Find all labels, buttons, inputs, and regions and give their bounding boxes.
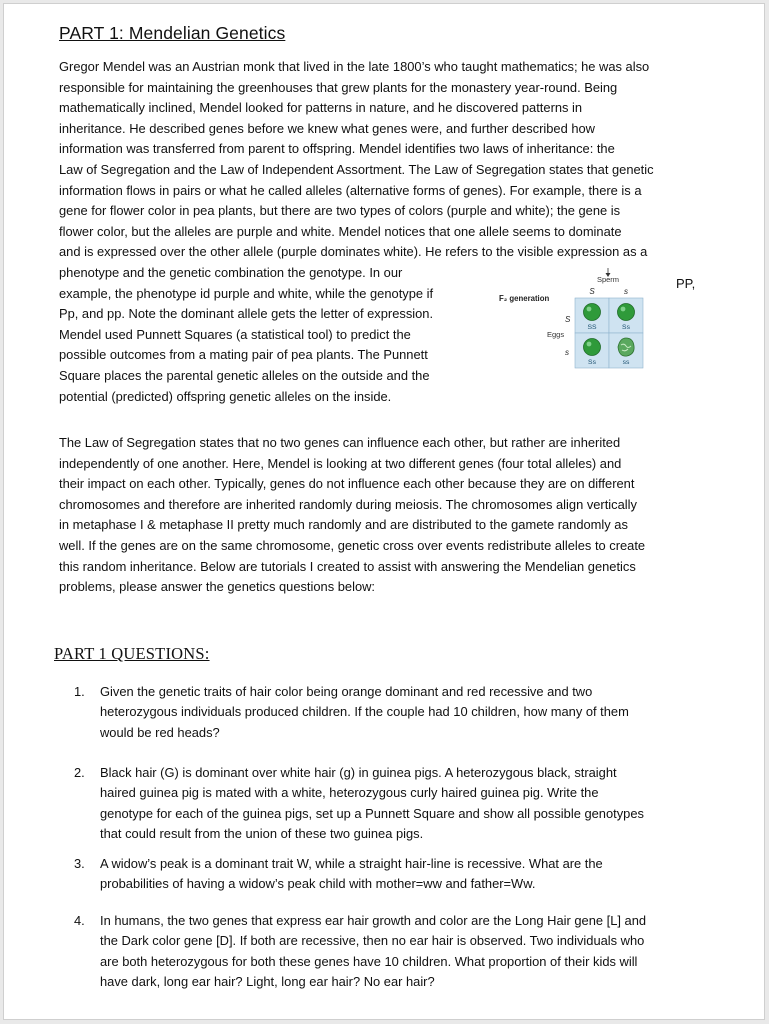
text-line: flower color, but the alleles are purple and white. Mendel notices that one allele seems to dominate: [59, 223, 622, 239]
text-line: the Dark color gene [D]. If both are recessive, then no ear hair is observed. Two individuals who: [100, 933, 645, 949]
pea-highlight: [587, 342, 592, 347]
smooth-pea-icon: [584, 304, 601, 321]
text-line: Gregor Mendel was an Austrian monk that lived in the late 1800’s who taught mathematics; he was also: [59, 59, 650, 74]
smooth-pea-icon: [584, 339, 601, 356]
text-line: haired guinea pig is mated with a white, heterozygous curly haired guinea pig. Write the: [100, 785, 599, 801]
text-line: information flows in pairs or what he called alleles (alternative forms of genes). For example, there is a: [59, 182, 642, 198]
text-line: chromosomes and therefore are inherited randomly during meiosis. The chromosomes align vertically: [59, 496, 637, 512]
text-line: have dark, long ear hair? Light, long ear hair? No ear hair?: [100, 974, 435, 990]
text-line: would be red heads?: [100, 724, 220, 740]
text-line: and is expressed over the other allele (purple dominates white). He refers to the visible expression as a: [59, 244, 648, 260]
text-line: Pp, and pp. Note the dominant allele gets the letter of expression.: [59, 306, 434, 322]
question-text: [100, 911, 730, 993]
text-line: gene for flower color in pea plants, but there are two types of colors (purple and white); the gene is: [59, 203, 621, 219]
question-text: [100, 682, 730, 743]
text-line: phenotype and the genetic combination the genotype. In our: [59, 264, 403, 280]
text-line: Law of Segregation and the Law of Independent Assortment. The Law of Segregation states that genetic: [59, 161, 654, 177]
text-line: Black hair (G) is dominant over white hair (g) in guinea pigs. A heterozygous black, straight: [100, 765, 617, 780]
punnett-square-figure: [499, 268, 659, 378]
text-line: well. If the genes are on the same chromosome, genetic cross over events redistribute alleles to create: [59, 537, 646, 553]
text-line: Given the genetic traits of hair color being orange dominant and red recessive and two: [100, 684, 593, 699]
question-number: 2.: [74, 765, 85, 780]
cell-genotype-label: ss: [622, 359, 630, 366]
text-line: Square places the parental genetic alleles on the outside and the: [59, 367, 430, 383]
text-line: independently of one another. Here, Mendel is looking at two different genes (four total alleles) and: [59, 455, 622, 471]
text-line: A widow’s peak is a dominant trait W, while a straight hair-line is recessive. What are the: [100, 856, 603, 871]
text-line: potential (predicted) offspring genetic alleles on the inside.: [59, 388, 392, 404]
text-line: inheritance. He described genes before we knew what genes were, and further described how: [59, 120, 595, 136]
text-line: genotype for each of the guinea pigs, set up a Punnett Square and show all possible genotypes: [100, 805, 644, 821]
text-line: this random inheritance. Below are tutorials I created to assist with answering the Mendelian genetics: [59, 558, 636, 574]
text-line: their impact on each other. Typically, genes do not influence each other because they are on different: [59, 476, 635, 492]
questions-heading: PART 1 QUESTIONS:: [54, 644, 210, 663]
genotype-pp-label: PP,: [676, 276, 696, 291]
text-line: The Law of Segregation states that no two genes can influence each other, but rather are inherited: [59, 435, 621, 450]
text-line: mathematically inclined, Mendel looked for patterns in nature, and he discovered patterns in: [59, 100, 583, 116]
f2-generation-label: F₂ generation: [499, 294, 550, 303]
text-line: in metaphase I & metaphase II pretty much randomly and are distributed to the gamete randomly as: [59, 517, 628, 533]
egg-allele-recessive: s: [565, 348, 569, 357]
text-line: In humans, the two genes that express ear hair growth and color are the Long Hair gene [L] and: [100, 913, 647, 928]
question-text: [100, 854, 730, 895]
question-number: 4.: [74, 913, 85, 928]
cell-genotype-label: SS: [587, 324, 597, 331]
text-line: responsible for maintaining the greenhouses that grew plants for the monastery year-round. Being: [59, 79, 618, 95]
text-line: problems, please answer the genetics questions below:: [59, 579, 376, 595]
text-line: example, the phenotype id purple and white, while the genotype if: [59, 285, 434, 301]
text-line: are both heterozygous for both these genes have 10 children. What proportion of their kids will: [100, 953, 638, 969]
sperm-label: Sperm: [596, 275, 620, 284]
sperm-allele-dominant: S: [589, 287, 595, 296]
cell-genotype-label: Ss: [588, 359, 596, 366]
pea-highlight: [621, 307, 626, 312]
text-line: information was transferred from parent to offspring. Mendel identifies two laws of inheritance: the: [59, 141, 615, 157]
sperm-allele-recessive: s: [624, 287, 628, 296]
question-text: [100, 763, 730, 845]
document-page: [3, 3, 765, 1020]
text-line: possible outcomes from a mating pair of pea plants. The Punnett: [59, 347, 428, 363]
question-number: 3.: [74, 856, 85, 871]
text-line: that could result from the union of these two guinea pigs.: [100, 826, 424, 842]
wrinkled-pea-icon: [618, 338, 634, 356]
text-line: Mendel used Punnett Squares (a statistical tool) to predict the: [59, 326, 411, 342]
egg-allele-dominant: S: [565, 315, 571, 324]
assortment-paragraph: [59, 433, 709, 598]
text-line: heterozygous individuals produced children. If the couple had 10 children, how many of them: [100, 704, 629, 720]
cell-genotype-label: Ss: [622, 324, 630, 331]
question-number: 1.: [74, 684, 85, 699]
section-heading: PART 1: Mendelian Genetics: [59, 23, 286, 43]
text-line: probabilities of having a widow’s peak child with mother=ww and father=Ww.: [100, 876, 536, 892]
eggs-label: Eggs: [547, 330, 565, 339]
smooth-pea-icon: [618, 304, 635, 321]
pea-highlight: [587, 307, 592, 312]
